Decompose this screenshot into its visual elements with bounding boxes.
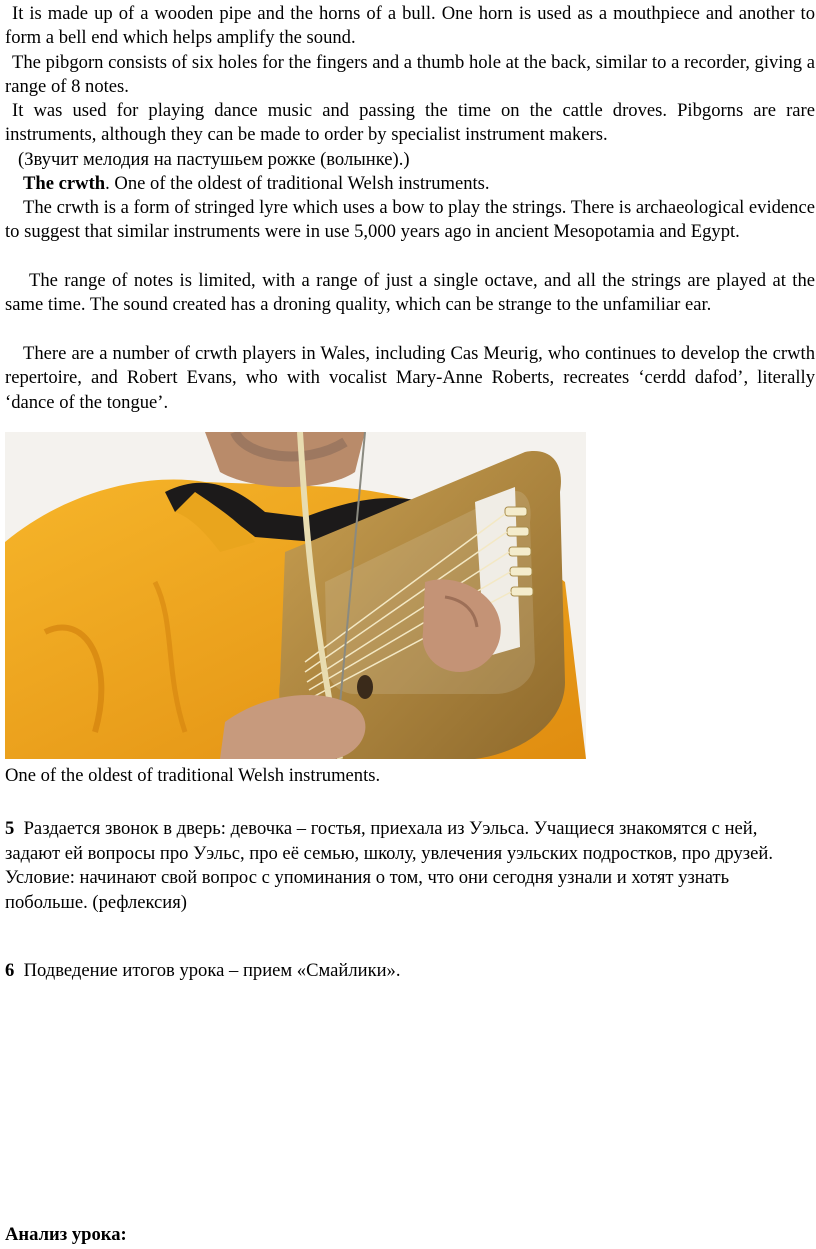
task-number: 5 <box>5 818 15 839</box>
paragraph-crwth-players <box>5 342 815 415</box>
paragraph-pibgorn-construction <box>5 2 815 51</box>
paragraph-crwth-description <box>5 196 815 245</box>
paragraph-text: The crwth is a form of stringed lyre which uses a bow to play the strings. There is archaeological evidence to suggest that similar instruments were in use 5,000 years ago in ancient Mesopotamia and Egypt. <box>5 197 815 243</box>
paragraph-text: (Звучит мелодия на пастушьем рожке (волынке).) <box>18 149 410 170</box>
paragraph-text: The range of notes is limited, with a range of just a single octave, and all the strings are played at the same time. The sound created has a droning quality, which can be strange to the unfamiliar ear. <box>5 270 815 316</box>
task-6 <box>5 959 815 984</box>
task-text: Подведение итогов урока – прием «Смайлики». <box>23 960 401 981</box>
paragraph-crwth-range <box>5 269 815 318</box>
paragraph-pibgorn-holes <box>5 51 815 100</box>
crwth-heading: The crwth <box>23 173 106 194</box>
paragraph-melody-note <box>5 148 815 172</box>
crwth-player-photo <box>5 432 586 759</box>
paragraph-text: It is made up of a wooden pipe and the horns of a bull. One horn is used as a mouthpiece and another to form a bell end which helps amplify the sound. <box>5 3 815 49</box>
lesson-analysis-heading: Анализ урока: <box>5 1224 127 1245</box>
paragraph-text: There are a number of crwth players in Wales, including Cas Meurig, who continues to develop the crwth repertoire, and Robert Evans, who with vocalist Mary-Anne Roberts, recreates ‘cerdd dafod’, literally ‘dance of the tongue’. <box>5 343 815 413</box>
task-text: Раздается звонок в дверь: девочка – гостья, приехала из Уэльса. Учащиеся знакомятся с ней, задают ей вопросы про Уэльс, про её семью, школу, увлечения уэльских подростков, про друзей. Условие: начинают свой вопрос с упоминания о том, что они сегодня узнали и хотят узнать побольше. (рефлексия) <box>5 818 773 913</box>
paragraph-crwth-heading <box>5 172 815 196</box>
task-number: 6 <box>5 960 15 981</box>
paragraph-text: . One of the oldest of traditional Welsh instruments. <box>105 173 490 194</box>
paragraph-text: The pibgorn consists of six holes for the fingers and a thumb hole at the back, similar to a recorder, giving a range of 8 notes. <box>5 52 815 98</box>
paragraph-pibgorn-usage <box>5 99 815 148</box>
paragraph-text: It was used for playing dance music and passing the time on the cattle droves. Pibgorns are rare instruments, although they can be made to order by specialist instrument makers. <box>5 100 815 146</box>
task-5 <box>5 817 815 915</box>
photo-caption: One of the oldest of traditional Welsh instruments. <box>5 765 381 786</box>
